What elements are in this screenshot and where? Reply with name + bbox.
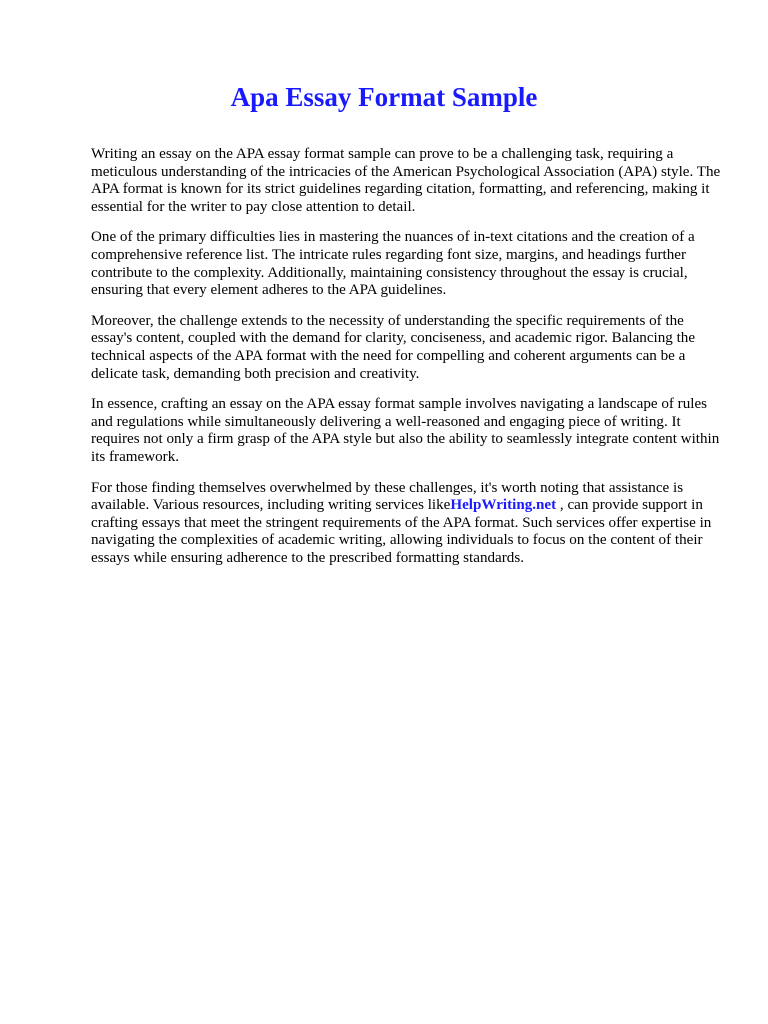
paragraph-4: In essence, crafting an essay on the APA essay format sample involves navigating a landscape of rules and regulations while simultaneously delivering a well-reasoned and engaging piece of writing. It requires not only a firm grasp of the APA style but also the ability to seamlessly integrate content within its framework. (91, 396, 720, 465)
paragraph-2: One of the primary difficulties lies in mastering the nuances of in-text citations and the creation of a comprehensive reference list. The intricate rules regarding font size, margins, and headings further contribute to the complexity. Additionally, maintaining consistency throughout the essay is crucial, ensuring that every element adheres to the APA guidelines. (91, 229, 695, 299)
helpwriting-link[interactable]: HelpWriting.net (450, 497, 557, 514)
document-title: Apa Essay Format Sample (230, 82, 538, 112)
paragraph-5-before-link: For those finding themselves overwhelmed by these challenges, it's worth noting that assistance is available. Various resources, including writing services like (91, 479, 684, 514)
paragraph-5 (91, 480, 723, 568)
paragraph-1: Writing an essay on the APA essay format sample can prove to be a challenging task, requiring a meticulous understanding of the intricacies of the American Psychological Association (APA) style. The APA format is known for its strict guidelines regarding citation, formatting, and referencing, making it essential for the writer to pay close attention to detail. (91, 146, 721, 215)
paragraph-5-after-link: , can provide support in crafting essays that meet the stringent requirements of the APA format. Such services offer expertise in navigating the complexities of academic writing, allowing individuals to focus on the content of their essays while ensuring adherence to the prescribed formatting standards. (91, 497, 712, 566)
document-body (91, 146, 723, 580)
paragraph-3: Moreover, the challenge extends to the necessity of understanding the specific requirements of the essay's content, coupled with the demand for clarity, conciseness, and academic rigor. Balancing the technical aspects of the APA format with the need for compelling and coherent arguments can be a delicate task, demanding both precision and creativity. (91, 312, 696, 382)
